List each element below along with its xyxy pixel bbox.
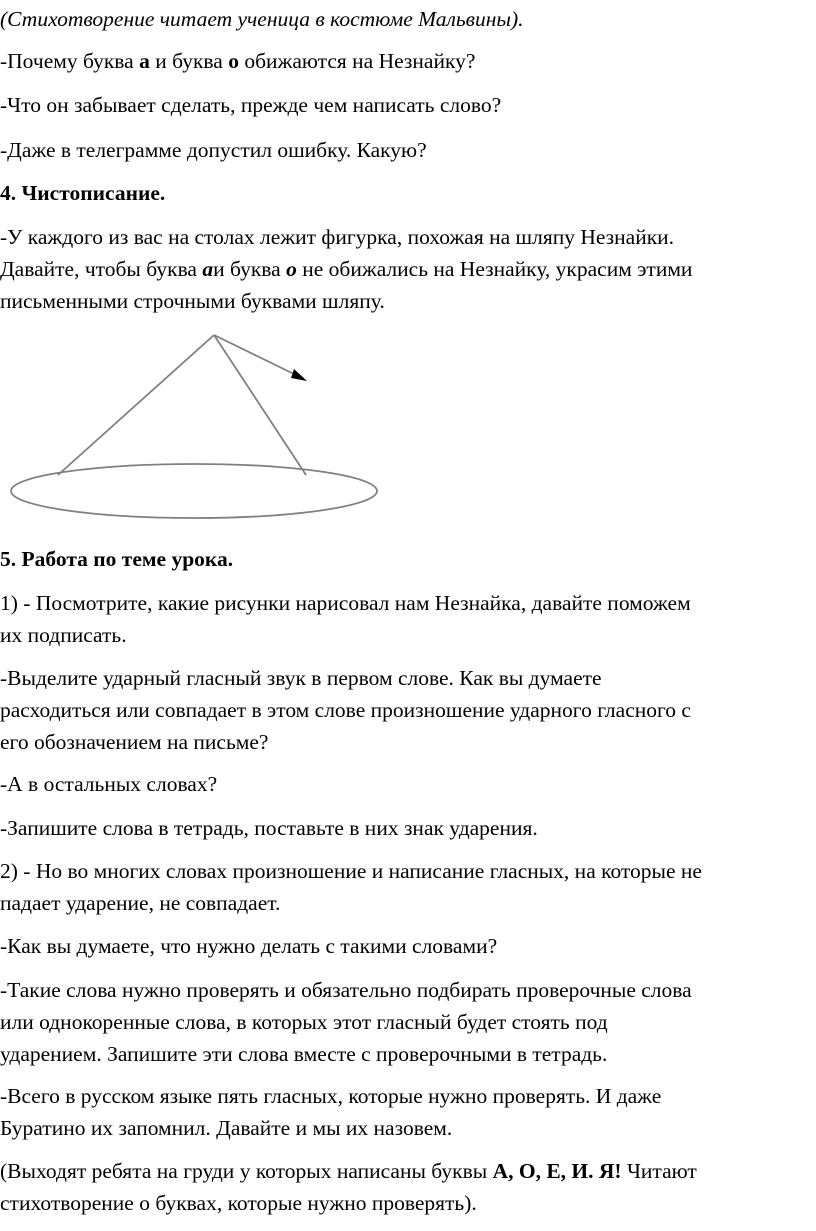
question-what-to-do: -Как вы думаете, что нужно делать с такими словами?	[0, 934, 498, 958]
paragraph-calligraphy-line-1: -У каждого из вас на столах лежит фигурка, похожая на шляпу Незнайки.	[0, 225, 675, 249]
text-run: и буква	[213, 257, 287, 281]
paragraph-children-line-1	[0, 1158, 697, 1184]
arrow-head-icon	[291, 369, 307, 381]
section-heading-5: 5. Работа по теме урока.	[0, 547, 234, 571]
letter-o: о	[286, 257, 297, 281]
paragraph-stress-line-2: расходиться или совпадает в этом слове произношение ударного гласного с	[0, 698, 691, 722]
letter-o: о	[228, 49, 239, 73]
question-3: -Даже в телеграмме допустил ошибку. Какую?	[0, 138, 427, 162]
question-1	[0, 48, 475, 74]
paragraph-stress-line-1: -Выделите ударный гласный звук в первом слове. Как вы думаете	[0, 666, 602, 690]
paragraph-check-line-2: или однокоренные слова, в которых этот гласный будет стоять под	[0, 1010, 608, 1034]
question-other-words: -А в остальных словах?	[0, 772, 218, 796]
text-run: Читают	[621, 1159, 697, 1183]
instruction-write-words: -Запишите слова в тетрадь, поставьте в них знак ударения.	[0, 816, 538, 840]
letter-a: а	[202, 257, 214, 281]
paragraph-vowels-line-1: -Всего в русском языке пять гласных, которые нужно проверять. И даже	[0, 1084, 662, 1108]
paragraph-2-line-2: падает ударение, не совпадает.	[0, 891, 281, 915]
paragraph-2-line-1: 2) - Но во многих словах произношение и написание гласных, на которые не	[0, 859, 702, 883]
paragraph-1-line-1: 1) - Посмотрите, какие рисунки нарисовал нам Незнайка, давайте поможем	[0, 591, 691, 615]
text-run: не обижались на Незнайку, украсим этими	[296, 257, 693, 281]
letter-a: а	[139, 49, 150, 73]
paragraph-check-line-3: ударением. Запишите эти слова вместе с проверочными в тетрадь.	[0, 1042, 608, 1066]
question-2: -Что он забывает сделать, прежде чем написать слово?	[0, 93, 502, 117]
vowel-letters: А, О, Е, И. Я!	[492, 1159, 622, 1183]
paragraph-intro: (Стихотворение читает ученица в костюме Мальвины).	[0, 7, 524, 31]
hat-left-side	[58, 335, 214, 475]
text-run: и буква	[149, 49, 229, 73]
hat-right-side	[214, 335, 306, 475]
paragraph-calligraphy-line-3: письменными строчными буквами шляпу.	[0, 289, 385, 313]
section-heading-4: 4. Чистописание.	[0, 181, 166, 205]
paragraph-check-line-1: -Такие слова нужно проверять и обязательно подбирать проверочные слова	[0, 978, 692, 1002]
hat-figure	[0, 325, 400, 525]
text-run: обижаются на Незнайку?	[238, 49, 476, 73]
text-run: Давайте, чтобы буква	[0, 257, 203, 281]
paragraph-stress-line-3: его обозначением на письме?	[0, 730, 269, 754]
text-run: -Почему буква	[0, 49, 140, 73]
paragraph-1-line-2: их подписать.	[0, 623, 127, 647]
text-run: (Выходят ребята на груди у которых написаны буквы	[0, 1159, 493, 1183]
paragraph-vowels-line-2: Буратино их запомнил. Давайте и мы их назовем.	[0, 1116, 453, 1140]
paragraph-calligraphy-line-2	[0, 256, 692, 282]
hat-brim-ellipse	[11, 464, 377, 518]
paragraph-children-line-2: стихотворение о буквах, которые нужно проверять).	[0, 1191, 477, 1215]
